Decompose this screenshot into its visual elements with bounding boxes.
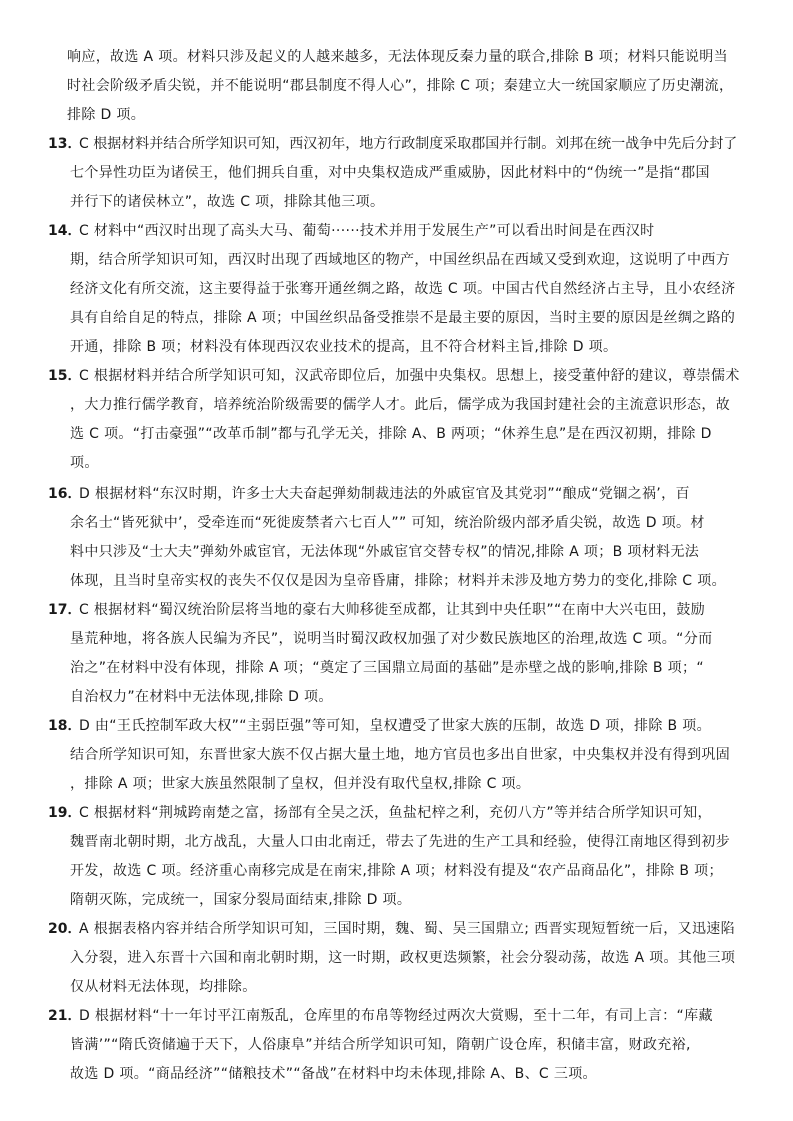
text-line: 开发，故选 C 项。经济重心南移完成是在南宋,排除 A 项；材料没有提及“农产品商品化”，排除 B 项； xyxy=(70,863,723,879)
text-line: C 根据材料并结合所学知识可知，西汉初年，地方行政制度采取郡国并行制。刘邦在统一战争中先后分封了 xyxy=(79,136,738,152)
item-number: 21． xyxy=(48,1008,82,1024)
text-line: 体现，且当时皇帝实权的丧失不仅仅是因为皇帝昏庸，排除；材料并未涉及地方势力的变化,排除 C 项。 xyxy=(70,573,726,589)
text-line: C 根据材料并结合所学知识可知，汉武帝即位后，加强中央集权。思想上，接受董仲舒的建议，尊崇儒术 xyxy=(79,368,740,384)
text-line: D 由“王氏控制军政大权”“主弱臣强”等可知，皇权遭受了世家大族的压制，故选 D 项，排除 B 项。 xyxy=(79,718,711,734)
item-number: 18． xyxy=(48,718,82,734)
item-number: 17． xyxy=(48,602,82,618)
text-line: A 根据表格内容并结合所学知识可知，三国时期，魏、蜀、吴三国鼎立; 西晋实现短暂统一后，又迅速陷 xyxy=(79,921,735,937)
text-line: D 根据材料“十一年讨平江南叛乱，仓库里的布帛等物经过两次大赏赐，至十二年，有司上言：“库藏 xyxy=(79,1008,713,1024)
text-line: C 根据材料“荆城跨南楚之富，扬部有全吴之沃，鱼盐杞梓之利，充仞八方”等并结合所学知识可知， xyxy=(79,805,712,821)
text-line: ，大力推行儒学教育，培养统治阶级需要的儒学人才。此后，儒学成为我国封建社会的主流意识形态，故 xyxy=(70,397,731,413)
item-number: 16． xyxy=(48,486,82,502)
text-line: 经济文化有所交流，这主要得益于张骞开通丝绸之路，故选 C 项。中国古代自然经济占主导，且小农经济 xyxy=(70,281,736,297)
text-line: 响应，故选 A 项。材料只涉及起义的人越来越多，无法体现反秦力量的联合,排除 B 项；材料只能说明当 xyxy=(67,49,728,65)
text-line: 选 C 项。“打击豪强”“改革币制”都与孔学无关，排除 A、B 两项；“休养生息”是在西汉初期，排除 D xyxy=(70,426,712,442)
item-number: 20． xyxy=(48,921,82,937)
text-line: 垦荒种地，将各族人民编为齐民”，说明当时蜀汉政权加强了对少数民族地区的治理,故选 C 项。“分而 xyxy=(70,631,713,647)
text-line: 并行下的诸侯林立”，故选 C 项，排除其他三项。 xyxy=(70,194,385,210)
item-number: 14． xyxy=(48,223,82,239)
text-line: C 材料中“西汉时出现了高头大马、葡萄······技术并用于发展生产”可以看出时间是在西汉时 xyxy=(79,223,655,239)
text-line: 期，结合所学知识可知，西汉时出现了西域地区的物产，中国丝织品在西域又受到欢迎，这说明了中西方 xyxy=(70,252,731,268)
item-number: 13． xyxy=(48,136,82,152)
text-line: 故选 D 项。“商品经济”“储粮技术”“备战”在材料中均未体现,排除 A、B、C 三项。 xyxy=(70,1066,597,1082)
text-line: 魏晋南北朝时期，北方战乱，大量人口由北南迁，带去了先进的生产工具和经验，使得江南地区得到初步 xyxy=(70,834,731,850)
text-line: 自治权力”在材料中无法体现,排除 D 项。 xyxy=(70,689,333,705)
text-line: ，排除 A 项；世家大族虽然限制了皇权，但并没有取代皇权,排除 C 项。 xyxy=(70,776,531,792)
text-line: 具有自给自足的特点，排除 A 项；中国丝织品备受推崇不是最主要的原因，当时主要的原因是丝绸之路的 xyxy=(70,310,736,326)
text-line: D 根据材料“东汉时期，许多士大夫奋起弹劾制裁违法的外戚宦官及其党羽”“酿成“党锢之祸’，百 xyxy=(79,486,690,502)
text-line: 开通，排除 B 项；材料没有体现西汉农业技术的提高，且不符合材料主旨,排除 D 项。 xyxy=(70,339,618,355)
item-number: 15． xyxy=(48,368,82,384)
text-line: C 根据材料“蜀汉统治阶层将当地的豪右大帅移徙至成都，让其到中央任职”“在南中大兴屯田，鼓励 xyxy=(79,602,706,618)
text-line: 治之”在材料中没有体现，排除 A 项；“奠定了三国鼎立局面的基础”是赤壁之战的影响,排除 B 项；“ xyxy=(70,660,704,676)
text-line: 余名士“皆死狱中’，受牵连而“死徙废禁者六七百人”” 可知，统治阶级内部矛盾尖锐，故选 D 项。材 xyxy=(70,515,705,531)
text-line: 项。 xyxy=(70,455,99,471)
text-line: 结合所学知识可知，东晋世家大族不仅占据大量土地，地方官员也多出自世家，中央集权并没有得到巩固 xyxy=(70,747,731,763)
text-line: 七个异性功臣为诸侯王，他们拥兵自重，对中央集权造成严重威胁，因此材料中的“伪统一”是指“郡国 xyxy=(70,165,710,181)
text-line: 隋朝灭陈，完成统一，国家分裂局面结束,排除 D 项。 xyxy=(70,892,412,908)
text-line: 仅从材料无法体现，均排除。 xyxy=(70,979,257,995)
text-line: 料中只涉及“士大夫”弹劾外戚宦官，无法体现“外戚宦官交替专权”的情况,排除 A 项；B 项材料无法 xyxy=(70,544,700,560)
text-line: 排除 D 项。 xyxy=(67,107,146,123)
item-number: 19． xyxy=(48,805,82,821)
text-line: 入分裂，进入东晋十六国和南北朝时期，这一时期，政权更迭频繁，社会分裂动荡，故选 A 项。其他三项 xyxy=(70,950,736,966)
text-line: 皆满’”“隋氏资储遍于天下，人俗康阜”并结合所学知识可知，隋朝广设仓库，积储丰富，财政充裕, xyxy=(70,1037,691,1053)
text-line: 时社会阶级矛盾尖锐，并不能说明“郡县制度不得人心”，排除 C 项；秦建立大一统国家顺应了历史潮流， xyxy=(67,78,734,94)
